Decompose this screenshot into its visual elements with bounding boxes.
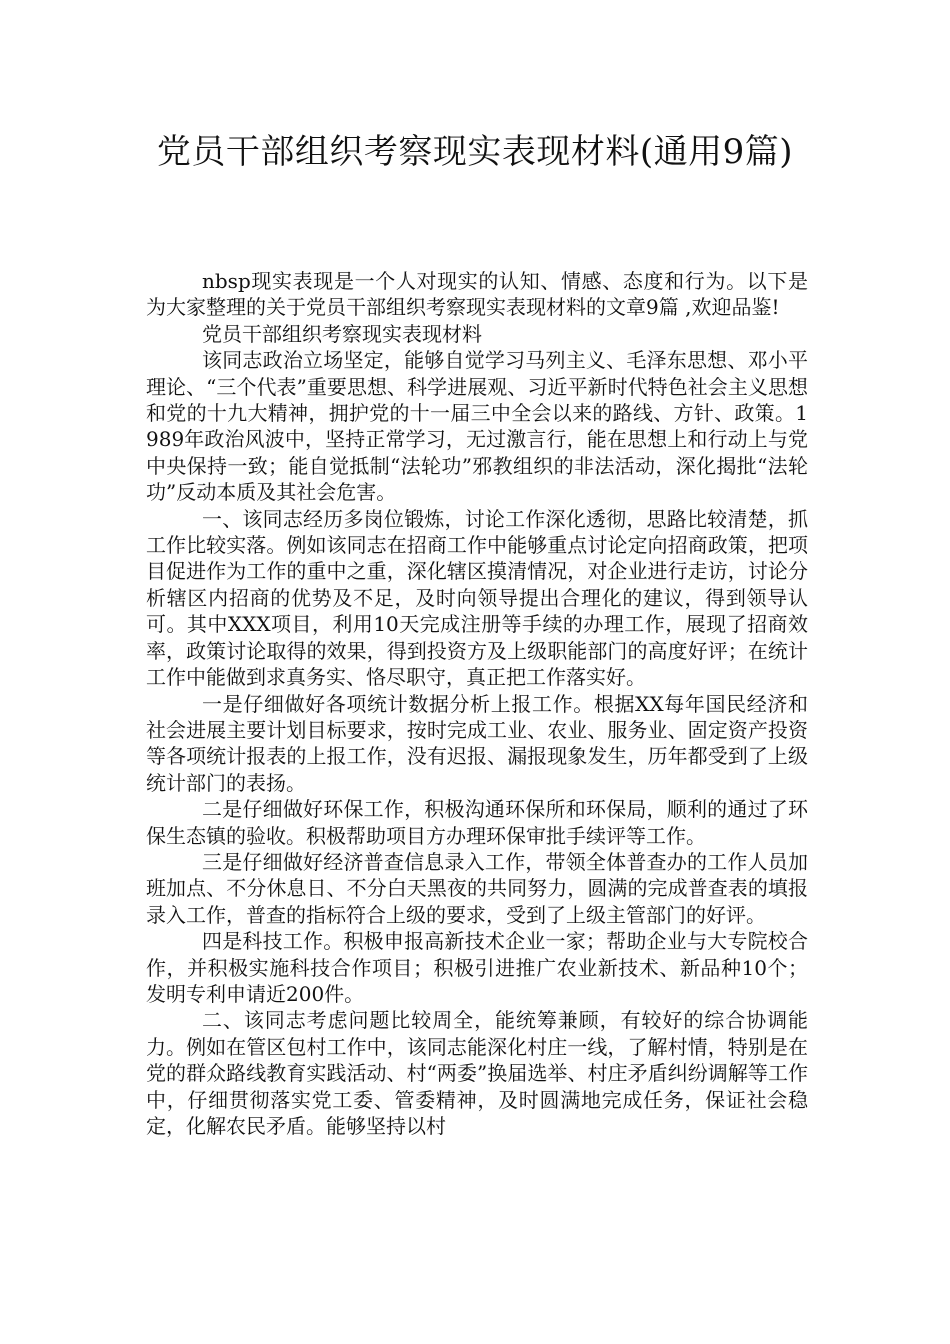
- body-paragraph: 一是仔细做好各项统计数据分析上报工作。根据XX每年国民经济和社会进展主要计划目标要求，按时完成工业、农业、服务业、固定资产投资等各项统计报表的上报工作，没有迟报、漏报现象发生，历年都受到了上级统计部门的表扬。: [146, 691, 808, 795]
- body-paragraph: 四是科技工作。积极申报高新技术企业一家；帮助企业与大专院校合作，并积极实施科技合作项目；积极引进推广农业新技术、新品种10个；发明专利申请近200件。: [146, 929, 808, 1006]
- intro-paragraph: nbsp现实表现是一个人对现实的认知、情感、态度和行为。以下是为大家整理的关于党员干部组织考察现实表现材料的文章9篇 ,欢迎品鉴!: [146, 269, 808, 320]
- body-paragraph: 三是仔细做好经济普查信息录入工作，带领全体普查办的工作人员加班加点、不分休息日、不分白天黑夜的共同努力，圆满的完成普查表的填报录入工作，普查的指标符合上级的要求，受到了上级主管部门的好评。: [146, 849, 808, 927]
- body-paragraph: 一、该同志经历多岗位锻炼，讨论工作深化透彻，思路比较清楚，抓工作比较实落。例如该同志在招商工作中能够重点讨论定向招商政策，把项目促进作为工作的重中之重，深化辖区摸清情况，对企业进行走访，讨论分析辖区内招商的优势及不足，及时向领导提出合理化的建议，得到领导认可。其中XXX项目，利用10天完成注册等手续的办理工作，展现了招商效率，政策讨论取得的效果，得到投资方及上级职能部门的高度好评；在统计工作中能做到求真务实、恪尽职守，真正把工作落实好。: [146, 506, 808, 690]
- section-heading: 党员干部组织考察现实表现材料: [202, 321, 482, 346]
- body-paragraph: 二是仔细做好环保工作，积极沟通环保所和环保局，顺利的通过了环保生态镇的验收。积极帮助项目方办理环保审批手续评等工作。: [146, 797, 808, 848]
- body-paragraph: 二、该同志考虑问题比较周全，能统筹兼顾，有较好的综合协调能力。例如在管区包村工作中，该同志能深化村庄一线，了解村情，特别是在党的群众路线教育实践活动、村“两委”换届选举、村庄矛盾纠纷调解等工作中，仔细贯彻落实党工委、管委精神，及时圆满地完成任务，保证社会稳定，化解农民矛盾。能够坚持以村: [146, 1008, 808, 1138]
- body-paragraph: 该同志政治立场坚定，能够自觉学习马列主义、毛泽东思想、邓小平理论、“三个代表”重要思想、科学进展观、习近平新时代特色社会主义思想和党的十九大精神，拥护党的十一届三中全会以来的路线、方针、政策。1989年政治风波中，坚持正常学习，无过激言行，能在思想上和行动上与党中央保持一致；能自觉抵制“法轮功”邪教组织的非法活动，深化揭批“法轮功”反动本质及其社会危害。: [146, 348, 808, 505]
- document-title: 党员干部组织考察现实表现材料(通用9篇): [156, 132, 794, 172]
- document-body: [146, 268, 808, 1139]
